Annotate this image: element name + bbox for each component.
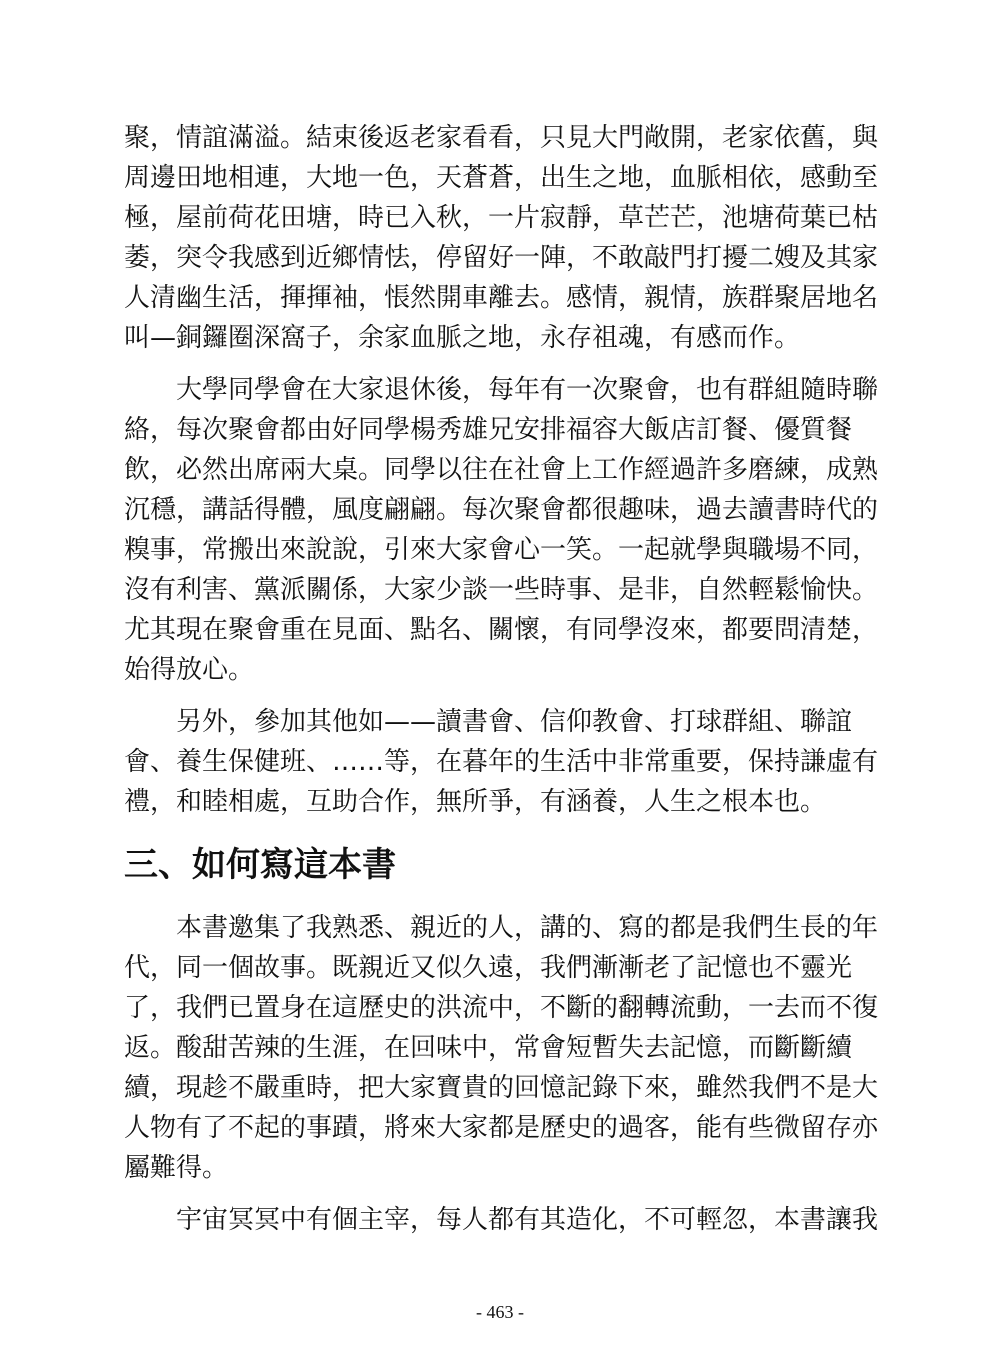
text-line: 極，屋前荷花田塘，時已入秋，一片寂靜，草芒芒，池塘荷葉已枯 (124, 203, 879, 233)
text-line: 始得放心。 (124, 655, 255, 685)
text-line: 叫—銅鑼圈深窩子，余家血脈之地，永存祖魂，有感而作。 (124, 323, 801, 353)
text-line: 屬難得。 (124, 1153, 229, 1183)
paragraph-3 (124, 702, 916, 822)
page-number: - 463 - (476, 1302, 524, 1322)
text-line: 尤其現在聚會重在見面、點名、關懷，有同學沒來，都要問清楚， (124, 615, 879, 645)
text-line: 大學同學會在大家退休後，每年有一次聚會，也有群組隨時聯 (124, 375, 879, 405)
text-line: 周邊田地相連，大地一色，天蒼蒼，出生之地，血脈相依，感動至 (124, 163, 879, 193)
text-line: 代，同一個故事。既親近又似久遠，我們漸漸老了記憶也不靈光 (124, 953, 853, 983)
paragraph-5 (124, 1200, 916, 1240)
text-line: 宇宙冥冥中有個主宰，每人都有其造化，不可輕忽，本書讓我 (124, 1205, 879, 1235)
section-heading: 三、如何寫這本書 (124, 845, 396, 885)
text-line: 續，現趁不嚴重時，把大家寶貴的回憶記錄下來，雖然我們不是大 (124, 1073, 879, 1103)
text-line: 沉穩，講話得體，風度翩翩。每次聚會都很趣味，過去讀書時代的 (124, 495, 879, 525)
text-line: 飲，必然出席兩大桌。同學以往在社會上工作經過許多磨練，成熟 (124, 455, 879, 485)
text-line: 人物有了不起的事蹟，將來大家都是歷史的過客，能有些微留存亦 (124, 1113, 879, 1143)
paragraph-2 (124, 370, 916, 690)
text-line: 另外，參加其他如——讀書會、信仰教會、打球群組、聯誼 (124, 707, 853, 737)
text-line: 絡，每次聚會都由好同學楊秀雄兄安排福容大飯店訂餐、優質餐 (124, 415, 853, 445)
text-line: 沒有利害、黨派關係，大家少談一些時事、是非，自然輕鬆愉快。 (124, 575, 879, 605)
paragraph-1 (124, 118, 916, 358)
text-line: 本書邀集了我熟悉、親近的人，講的、寫的都是我們生長的年 (124, 913, 879, 943)
text-line: 返。酸甜苦辣的生涯，在回味中，常會短暫失去記憶，而斷斷續 (124, 1033, 853, 1063)
text-line: 萎，突令我感到近鄉情怯，停留好一陣，不敢敲門打擾二嫂及其家 (124, 243, 879, 273)
paragraph-4 (124, 908, 916, 1188)
text-line: 人清幽生活，揮揮袖，悵然開車離去。感情，親情，族群聚居地名 (124, 283, 879, 313)
text-line: 會、養生保健班、……等，在暮年的生活中非常重要，保持謙虛有 (124, 747, 879, 777)
text-line: 禮，和睦相處，互助合作，無所爭，有涵養，人生之根本也。 (124, 787, 827, 817)
text-line: 糗事，常搬出來說說，引來大家會心一笑。一起就學與職場不同， (124, 535, 879, 565)
text-line: 聚，情誼滿溢。結束後返老家看看，只見大門敞開，老家依舊，與 (124, 123, 879, 153)
text-line: 了，我們已置身在這歷史的洪流中，不斷的翻轉流動，一去而不復 (124, 993, 879, 1023)
